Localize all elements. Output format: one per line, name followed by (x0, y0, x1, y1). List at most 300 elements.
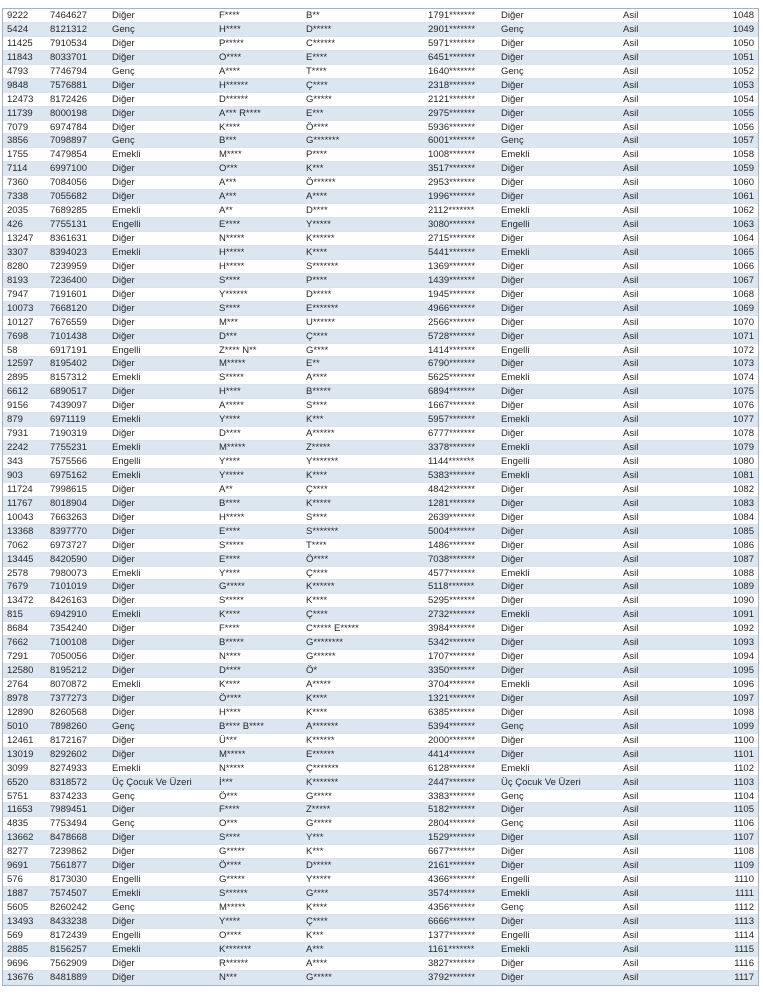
cell-rank: 1081 (732, 469, 754, 481)
cell-category: Diğer (112, 832, 135, 844)
cell-last-name: A******* (306, 720, 339, 732)
cell-status: Asil (623, 804, 639, 816)
cell-category-2: Genç (501, 23, 524, 35)
table-row (3, 887, 758, 901)
cell-last-name: D**** (306, 205, 328, 217)
cell-first-name: M*** (219, 316, 239, 328)
table-row (3, 957, 758, 971)
cell-id: 3099 (7, 762, 29, 774)
cell-rank: 1090 (732, 595, 754, 607)
cell-first-name: R****** (219, 957, 249, 969)
cell-status: Asil (623, 790, 639, 802)
cell-first-name: Y**** (219, 456, 241, 467)
cell-last-name: E******* (306, 302, 339, 314)
cell-id: 2242 (7, 442, 29, 454)
cell-id: 13019 (7, 748, 34, 760)
cell-last-name: P**** (306, 274, 328, 286)
cell-masked-no: 1321******* (428, 692, 476, 704)
cell-masked-no: 2447******* (428, 776, 476, 788)
cell-id: 7947 (7, 288, 29, 300)
cell-rank: 1099 (732, 720, 754, 732)
cell-last-name: S******* (306, 525, 339, 537)
cell-category-2: Emekli (501, 609, 530, 621)
table-row (3, 413, 758, 427)
cell-category: Diğer (112, 665, 135, 677)
table-row (3, 427, 758, 441)
cell-rank: 1077 (732, 414, 754, 426)
cell-file-no: 6917191 (50, 344, 87, 356)
cell-file-no: 8121312 (50, 23, 87, 35)
cell-category-2: Diğer (501, 734, 524, 746)
cell-first-name: D*** (219, 330, 237, 342)
cell-masked-no: 2639******* (428, 511, 476, 523)
cell-masked-no: 1414******* (428, 344, 476, 356)
table-row (3, 330, 758, 344)
cell-masked-no: 1439******* (428, 274, 476, 286)
cell-rank: 1100 (733, 734, 754, 746)
cell-status: Asil (623, 37, 639, 49)
cell-masked-no: 1008******* (428, 149, 476, 161)
cell-file-no: 8260568 (50, 706, 87, 718)
cell-status: Asil (623, 358, 639, 370)
cell-first-name: N*** (219, 971, 237, 983)
table-row (3, 539, 758, 553)
cell-rank: 1107 (733, 832, 754, 844)
cell-first-name: G***** (219, 874, 245, 886)
cell-category: Üç Çocuk Ve Üzeri (112, 776, 192, 788)
cell-rank: 1053 (732, 79, 754, 91)
cell-category-2: Diğer (501, 358, 524, 370)
cell-file-no: 7100108 (50, 637, 87, 649)
cell-category: Diğer (112, 748, 135, 760)
cell-file-no: 7377273 (50, 692, 87, 704)
cell-category: Diğer (112, 93, 135, 105)
cell-rank: 1060 (732, 177, 754, 189)
table-row (3, 692, 758, 706)
table-row (3, 483, 758, 497)
cell-rank: 1056 (732, 121, 754, 133)
cell-category-2: Genç (501, 720, 524, 732)
cell-status: Asil (623, 595, 639, 607)
cell-category-2: Diğer (501, 706, 524, 718)
cell-last-name: Ç**** (306, 915, 328, 927)
cell-id: 5010 (7, 720, 29, 732)
cell-category: Diğer (112, 177, 135, 189)
cell-last-name: K*** (306, 163, 324, 175)
cell-last-name: B***** (306, 386, 331, 398)
table-row (3, 190, 758, 204)
cell-file-no: 7098897 (50, 135, 87, 147)
cell-file-no: 7479854 (50, 149, 87, 161)
cell-status: Asil (623, 93, 639, 105)
cell-masked-no: 3792******* (428, 971, 476, 983)
cell-last-name: S**** (306, 400, 328, 412)
cell-file-no: 8481889 (50, 971, 87, 983)
cell-category-2: Diğer (501, 79, 524, 91)
cell-masked-no: 5971******* (428, 37, 476, 49)
cell-category-2: Diğer (501, 400, 524, 412)
cell-category: Genç (112, 720, 135, 732)
cell-category: Diğer (112, 525, 135, 537)
cell-category-2: Diğer (501, 915, 524, 927)
cell-masked-no: 1486******* (428, 539, 476, 551)
cell-status: Asil (623, 539, 639, 551)
cell-masked-no: 2804******* (428, 818, 476, 830)
cell-id: 569 (7, 929, 23, 941)
cell-rank: 1103 (733, 776, 754, 788)
cell-category: Diğer (112, 191, 135, 203)
cell-category: Diğer (112, 595, 135, 607)
cell-masked-no: 5118******* (428, 581, 475, 593)
cell-category-2: Diğer (501, 539, 524, 551)
table-row (3, 622, 758, 636)
cell-status: Asil (623, 776, 639, 788)
cell-id: 576 (7, 874, 23, 886)
cell-first-name: O**** (219, 929, 242, 941)
cell-category: Engelli (112, 344, 141, 356)
cell-rank: 1116 (734, 957, 754, 969)
cell-last-name: Ç**** (306, 79, 328, 91)
cell-status: Asil (623, 971, 639, 983)
cell-id: 13662 (7, 832, 34, 844)
table-row (3, 859, 758, 873)
cell-status: Asil (623, 888, 639, 900)
cell-status: Asil (623, 692, 639, 704)
cell-id: 8193 (7, 274, 29, 286)
cell-file-no: 6942910 (50, 609, 87, 621)
cell-id: 13247 (7, 233, 34, 244)
cell-category-2: Genç (501, 790, 524, 802)
cell-category-2: Diğer (501, 51, 524, 63)
cell-masked-no: 4356******* (428, 902, 476, 913)
cell-rank: 1065 (732, 246, 754, 258)
cell-status: Asil (623, 23, 639, 35)
cell-category-2: Emekli (501, 679, 530, 690)
cell-last-name: Y***** (306, 874, 331, 886)
cell-category-2: Diğer (501, 288, 524, 300)
cell-category: Emekli (112, 149, 141, 161)
cell-status: Asil (623, 219, 639, 231)
cell-category: Diğer (112, 316, 135, 328)
cell-last-name: Ç**** (306, 567, 328, 579)
cell-file-no: 7101438 (50, 330, 87, 342)
cell-file-no: 8195212 (50, 665, 87, 677)
cell-masked-no: 5004******* (428, 525, 476, 537)
cell-last-name: K*** (306, 929, 324, 941)
cell-first-name: Y***** (219, 469, 244, 481)
cell-rank: 1066 (732, 260, 754, 272)
cell-rank: 1071 (732, 330, 754, 342)
cell-first-name: K**** (219, 121, 241, 133)
cell-first-name: M***** (219, 358, 246, 370)
cell-masked-no: 1377******* (428, 929, 476, 941)
cell-rank: 1085 (732, 525, 754, 537)
cell-category: Emekli (112, 567, 141, 579)
cell-first-name: Y****** (219, 288, 248, 300)
cell-status: Asil (623, 163, 639, 175)
cell-category: Genç (112, 23, 135, 35)
cell-category-2: Emekli (501, 762, 530, 774)
cell-file-no: 7755231 (50, 442, 87, 454)
cell-id: 426 (7, 219, 23, 231)
cell-file-no: 8070872 (50, 679, 87, 690)
cell-last-name: Ç**** (306, 609, 328, 621)
cell-masked-no: 2715******* (428, 233, 476, 244)
cell-category-2: Diğer (501, 623, 524, 635)
cell-last-name: D***** (306, 860, 332, 872)
cell-category: Diğer (112, 233, 135, 244)
table-row (3, 371, 758, 385)
cell-rank: 1058 (732, 149, 754, 161)
cell-rank: 1105 (733, 804, 754, 816)
cell-category: Emekli (112, 442, 141, 454)
cell-masked-no: 1144******* (428, 456, 475, 467)
table-row (3, 929, 758, 943)
cell-masked-no: 3704******* (428, 679, 476, 690)
cell-category-2: Diğer (501, 163, 524, 175)
cell-masked-no: 2121******* (428, 93, 476, 105)
cell-category: Diğer (112, 553, 135, 565)
cell-category: Genç (112, 135, 135, 147)
cell-file-no: 7191601 (50, 288, 87, 300)
cell-category: Diğer (112, 511, 135, 523)
cell-last-name: E****** (306, 748, 335, 760)
cell-id: 10043 (7, 511, 34, 523)
cell-masked-no: 6451******* (428, 51, 476, 63)
cell-category-2: Diğer (501, 483, 524, 495)
table-row (3, 734, 758, 748)
table-row (3, 594, 758, 608)
cell-first-name: D****** (219, 93, 249, 105)
cell-rank: 1110 (734, 874, 754, 886)
cell-masked-no: 3378******* (428, 442, 476, 454)
cell-category-2: Emekli (501, 372, 530, 384)
cell-category: Diğer (112, 734, 135, 746)
table-row (3, 302, 758, 316)
cell-first-name: M***** (219, 748, 246, 760)
cell-file-no: 8420590 (50, 553, 87, 565)
cell-file-no: 7439097 (50, 400, 87, 412)
cell-first-name: B**** (219, 497, 241, 509)
cell-last-name: Z***** (306, 804, 331, 816)
cell-masked-no: 5295******* (428, 595, 476, 607)
cell-status: Asil (623, 107, 639, 119)
table-row (3, 274, 758, 288)
cell-id: 7679 (7, 581, 29, 593)
cell-rank: 1101 (733, 748, 754, 760)
cell-category-2: Diğer (501, 177, 524, 189)
cell-masked-no: 6666******* (428, 915, 476, 927)
cell-category-2: Diğer (501, 233, 524, 244)
cell-first-name: Y**** (219, 414, 241, 426)
cell-file-no: 6974784 (50, 121, 87, 133)
cell-last-name: A**** (306, 957, 328, 969)
cell-id: 8280 (7, 260, 29, 272)
cell-category: Diğer (112, 302, 135, 314)
cell-file-no: 7561877 (50, 860, 87, 872)
cell-first-name: S***** (219, 372, 244, 384)
cell-id: 12473 (7, 93, 34, 105)
cell-file-no: 8426163 (50, 595, 87, 607)
table-row (3, 873, 758, 887)
cell-rank: 1070 (732, 316, 754, 328)
cell-file-no: 7753494 (50, 818, 87, 830)
table-row (3, 121, 758, 135)
cell-status: Asil (623, 860, 639, 872)
cell-id: 7698 (7, 330, 29, 342)
cell-category-2: Emekli (501, 442, 530, 454)
cell-masked-no: 1369******* (428, 260, 476, 272)
cell-rank: 1113 (734, 915, 754, 927)
cell-rank: 1079 (732, 442, 754, 454)
cell-first-name: Ü*** (219, 734, 237, 746)
cell-category-2: Engelli (501, 344, 530, 356)
cell-category-2: Diğer (501, 846, 524, 858)
table-row (3, 246, 758, 260)
cell-masked-no: 6790******* (428, 358, 476, 370)
cell-last-name: K*** (306, 846, 324, 858)
cell-first-name: A*** R**** (219, 107, 261, 119)
cell-status: Asil (623, 581, 639, 593)
cell-category-2: Emekli (501, 567, 530, 579)
cell-id: 13676 (7, 971, 34, 983)
cell-id: 58 (7, 344, 18, 356)
table-row (3, 762, 758, 776)
cell-first-name: O*** (219, 163, 238, 175)
cell-last-name: Ç******* (306, 762, 339, 774)
cell-rank: 1102 (733, 762, 754, 774)
cell-category-2: Engelli (501, 929, 530, 941)
table-row (3, 748, 758, 762)
cell-file-no: 7689285 (50, 205, 87, 217)
cell-id: 5424 (7, 23, 29, 35)
table-row (3, 915, 758, 929)
table-row (3, 232, 758, 246)
cell-masked-no: 3827******* (428, 957, 476, 969)
cell-first-name: B***** (219, 637, 244, 649)
cell-first-name: O*** (219, 818, 238, 830)
table-row (3, 204, 758, 218)
cell-status: Asil (623, 51, 639, 63)
table-row (3, 357, 758, 371)
cell-id: 7360 (7, 177, 29, 189)
cell-rank: 1082 (732, 483, 754, 495)
cell-rank: 1057 (732, 135, 754, 147)
cell-rank: 1055 (732, 107, 754, 119)
cell-last-name: Y***** (306, 219, 331, 231)
table-row (3, 817, 758, 831)
cell-id: 2885 (7, 943, 29, 955)
cell-file-no: 8292602 (50, 748, 87, 760)
cell-category: Genç (112, 818, 135, 830)
cell-category: Diğer (112, 428, 135, 440)
cell-id: 11739 (7, 107, 33, 119)
cell-status: Asil (623, 414, 639, 426)
table-row (3, 650, 758, 664)
cell-file-no: 7101019 (50, 581, 87, 593)
cell-file-no: 6975162 (50, 469, 87, 481)
cell-file-no: 6973727 (50, 539, 87, 551)
cell-file-no: 8018904 (50, 497, 87, 509)
cell-rank: 1091 (732, 609, 754, 621)
cell-file-no: 7663263 (50, 511, 87, 523)
cell-first-name: Ö*** (219, 790, 238, 802)
cell-id: 8978 (7, 692, 29, 704)
cell-category-2: Diğer (501, 595, 524, 607)
cell-first-name: H****** (219, 79, 249, 91)
cell-id: 1755 (7, 149, 29, 161)
cell-file-no: 8318572 (50, 776, 87, 788)
cell-masked-no: 2566******* (428, 316, 476, 328)
cell-first-name: F**** (219, 623, 240, 635)
cell-category-2: Emekli (501, 205, 530, 217)
cell-category-2: Engelli (501, 219, 530, 231)
cell-status: Asil (623, 177, 639, 189)
cell-status: Asil (623, 846, 639, 858)
cell-id: 13445 (7, 553, 34, 565)
cell-first-name: A** (219, 205, 233, 217)
cell-rank: 1112 (734, 902, 754, 913)
cell-masked-no: 2732******* (428, 609, 476, 621)
cell-status: Asil (623, 233, 639, 244)
cell-last-name: K**** (306, 469, 328, 481)
cell-first-name: K**** (219, 679, 241, 690)
cell-last-name: K****** (306, 581, 335, 593)
cell-id: 9848 (7, 79, 29, 91)
cell-last-name: Ç**** (306, 483, 328, 495)
cell-last-name: G******** (306, 637, 343, 649)
cell-status: Asil (623, 483, 639, 495)
cell-last-name: K**** (306, 692, 328, 704)
cell-first-name: O**** (219, 51, 242, 63)
table-row (3, 567, 758, 581)
cell-rank: 1062 (732, 205, 754, 217)
cell-masked-no: 3080******* (428, 219, 476, 231)
cell-category-2: Emekli (501, 246, 530, 258)
table-row (3, 37, 758, 51)
table-row (3, 831, 758, 845)
cell-file-no: 7354240 (50, 623, 87, 635)
cell-last-name: G***** (306, 818, 332, 830)
cell-id: 1887 (7, 888, 29, 900)
cell-first-name: Y**** (219, 567, 241, 579)
cell-last-name: K**** (306, 706, 328, 718)
cell-category-2: Diğer (501, 497, 524, 509)
cell-rank: 1087 (732, 553, 754, 565)
table-row (3, 455, 758, 469)
cell-category: Diğer (112, 860, 135, 872)
cell-last-name: K***** (306, 497, 331, 509)
cell-category: Emekli (112, 609, 141, 621)
cell-status: Asil (623, 497, 639, 509)
cell-category-2: Diğer (501, 525, 524, 537)
cell-status: Asil (623, 832, 639, 844)
cell-status: Asil (623, 456, 639, 467)
table-row (3, 441, 758, 455)
cell-category: Emekli (112, 888, 141, 900)
cell-masked-no: 4414******* (428, 748, 476, 760)
cell-category-2: Emekli (501, 149, 530, 161)
cell-status: Asil (623, 260, 639, 272)
table-row (3, 385, 758, 399)
cell-category-2: Diğer (501, 428, 524, 440)
cell-last-name: G**** (306, 888, 329, 900)
cell-category-2: Diğer (501, 832, 524, 844)
cell-first-name: A*** (219, 191, 237, 203)
table-row (3, 580, 758, 594)
cell-last-name: D***** (306, 288, 332, 300)
table-row (3, 23, 758, 37)
